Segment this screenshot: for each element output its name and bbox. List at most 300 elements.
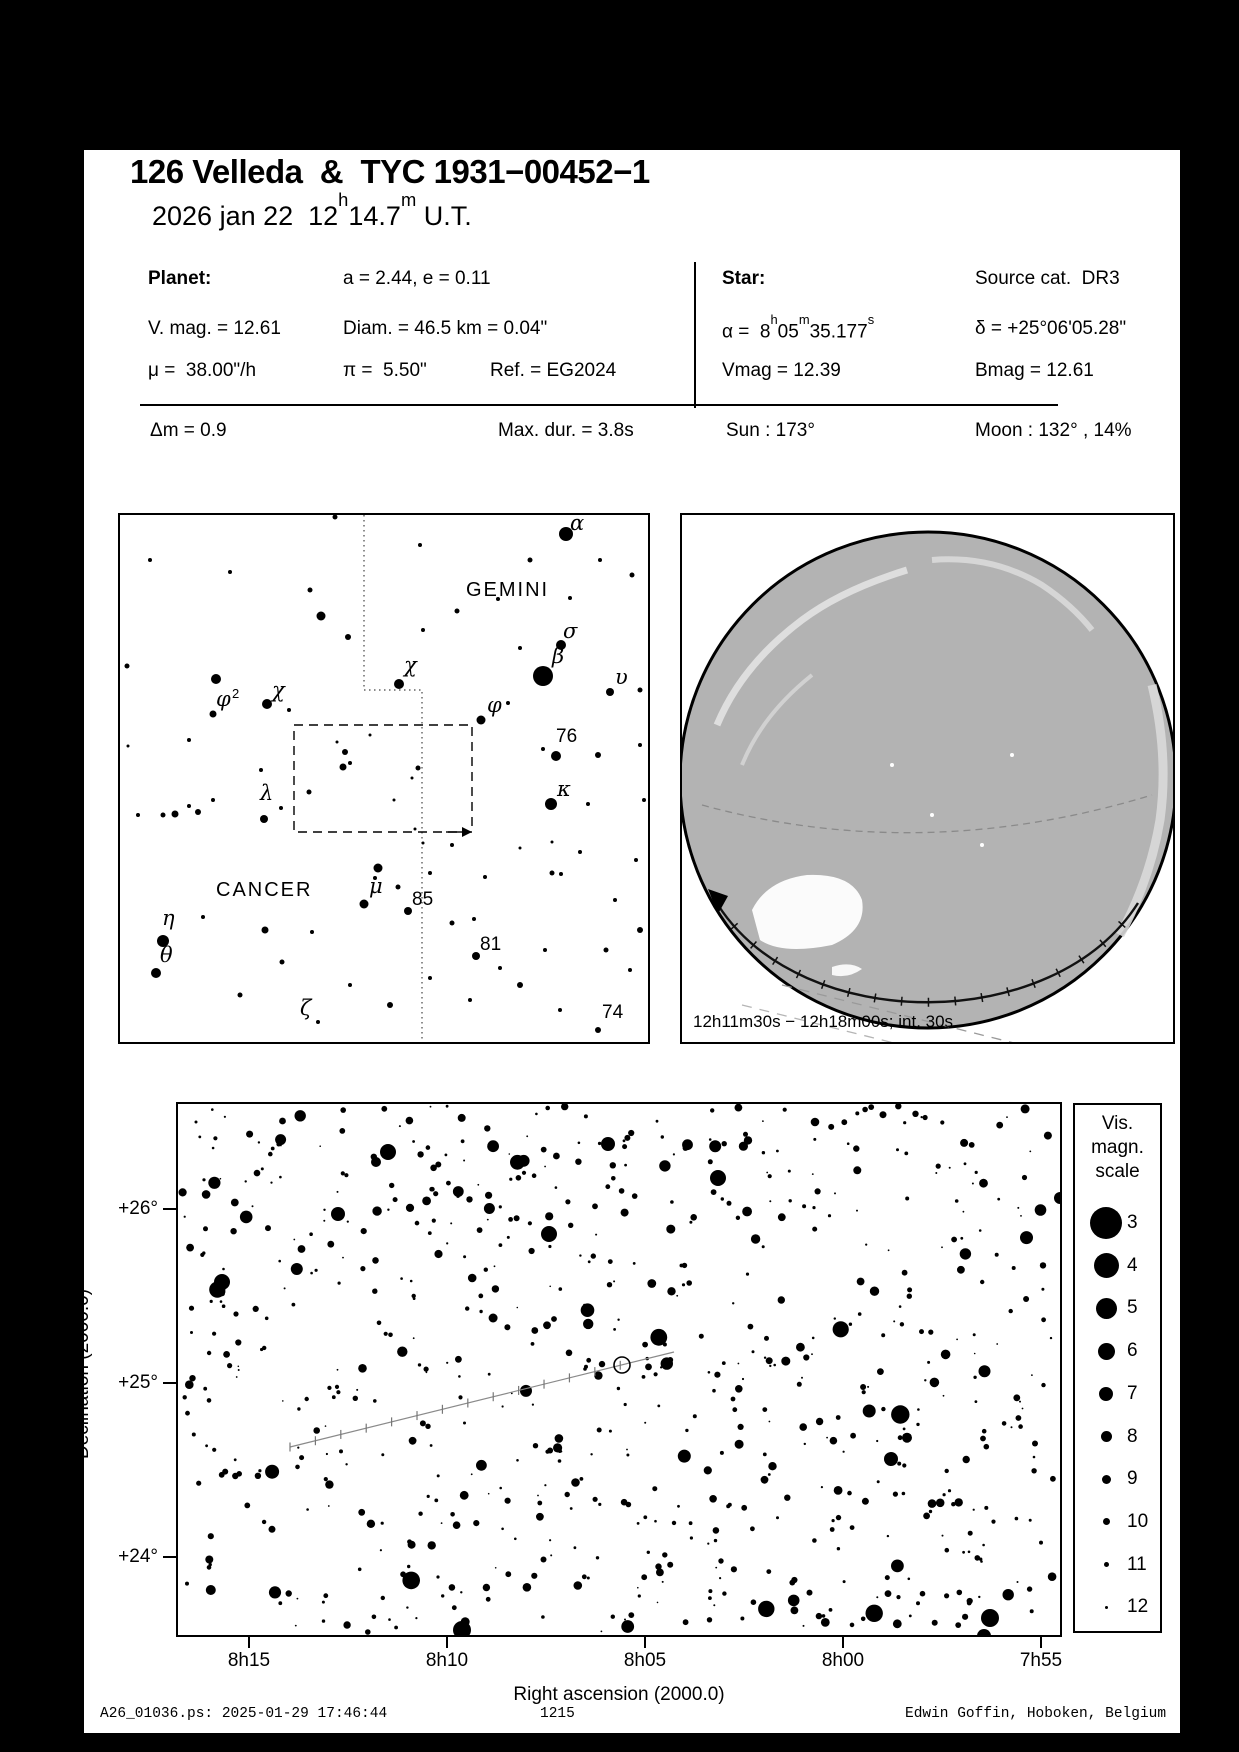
field-star [269, 1586, 281, 1598]
field-star [613, 1280, 615, 1282]
star-dot [498, 966, 502, 970]
field-star [441, 1594, 444, 1597]
globe-path-tick [955, 997, 956, 1006]
field-star [455, 1356, 462, 1363]
field-star [192, 1433, 196, 1437]
field-star [763, 1453, 767, 1457]
field-star [531, 1342, 535, 1346]
legend-mag-value: 5 [1127, 1297, 1138, 1319]
field-star [1022, 1175, 1027, 1180]
field-star [507, 1236, 510, 1239]
field-star [923, 1513, 930, 1520]
field-star [856, 1210, 858, 1212]
field-star [902, 1270, 908, 1276]
x-tick-mark [248, 1637, 250, 1648]
field-star [633, 1262, 636, 1265]
field-star [220, 1178, 222, 1180]
star-dot [345, 634, 351, 640]
field-star [358, 1364, 367, 1373]
field-star [796, 1343, 805, 1352]
field-star [740, 1617, 744, 1621]
field-star [803, 1625, 805, 1627]
star-dot [260, 815, 268, 823]
field-star [429, 1187, 434, 1192]
field-star [718, 1558, 723, 1563]
field-star [1048, 1572, 1057, 1581]
field-star [905, 1197, 909, 1201]
field-star [505, 1498, 511, 1504]
field-star [963, 1456, 970, 1463]
field-star [565, 1199, 570, 1204]
field-star [709, 1138, 712, 1141]
field-star [784, 1495, 790, 1501]
field-star [516, 1175, 522, 1181]
field-star [713, 1527, 720, 1534]
star-bmag: Bmag = 12.61 [975, 360, 1094, 381]
field-star [924, 1379, 926, 1381]
field-star [260, 1348, 263, 1351]
star-dot [550, 871, 555, 876]
star-label: λ [260, 781, 274, 805]
field-star [973, 1333, 976, 1336]
field-star [238, 1369, 240, 1371]
field-star [1029, 1519, 1032, 1522]
field-star [189, 1306, 194, 1311]
field-star [834, 1192, 836, 1194]
field-star [275, 1134, 286, 1145]
field-star [494, 1265, 496, 1267]
field-star [426, 1145, 431, 1150]
field-star-bright [331, 1207, 345, 1221]
field-star [582, 1574, 587, 1579]
field-star [358, 1509, 365, 1516]
field-star [828, 1124, 834, 1130]
field-star [891, 1560, 904, 1573]
field-star [292, 1303, 296, 1307]
field-star [484, 1125, 490, 1131]
field-star [252, 1205, 254, 1207]
field-star [964, 1162, 967, 1165]
field-star [957, 1266, 965, 1274]
field-star [927, 1361, 930, 1364]
field-star [891, 1405, 909, 1423]
planet-vmag: V. mag. = 12.61 [148, 318, 281, 339]
mag-drop: Δm = 0.9 [150, 420, 227, 441]
field-star [609, 1430, 612, 1433]
field-star [699, 1334, 704, 1339]
field-star [1022, 1408, 1024, 1410]
footer-author: Edwin Goffin, Hoboken, Belgium [905, 1706, 1167, 1722]
field-star [957, 1590, 963, 1596]
field-star [955, 1199, 959, 1203]
field-star [936, 1499, 945, 1508]
field-star [541, 1557, 547, 1563]
field-star [235, 1339, 241, 1345]
field-star [578, 1142, 581, 1145]
field-star [778, 1213, 786, 1221]
field-star [571, 1478, 580, 1487]
orbit-elements: a = 2.44, e = 0.11 [343, 268, 491, 289]
star-dot [634, 858, 638, 862]
star-dot [238, 993, 243, 998]
field-star [834, 1486, 843, 1495]
field-star [768, 1174, 772, 1178]
field-star [887, 1535, 889, 1537]
field-star [293, 1239, 295, 1241]
field-star [967, 1598, 973, 1604]
field-star [425, 1424, 430, 1429]
field-star [732, 1302, 734, 1304]
field-star [568, 1223, 573, 1228]
field-star [628, 1612, 634, 1618]
field-star [712, 1389, 716, 1393]
field-star [196, 1481, 201, 1486]
field-star [384, 1332, 388, 1336]
field-star [641, 1574, 647, 1580]
field-star [361, 1228, 367, 1234]
field-star [269, 1526, 276, 1533]
star-dot [127, 745, 130, 748]
field-star [466, 1196, 472, 1202]
field-star [555, 1186, 558, 1189]
field-star [896, 1595, 900, 1599]
field-star [460, 1491, 469, 1500]
field-star [1041, 1317, 1046, 1322]
field-star [488, 1373, 491, 1376]
field-star [945, 1548, 950, 1553]
field-star [661, 1135, 664, 1138]
field-star [900, 1322, 904, 1326]
field-star [337, 1191, 339, 1193]
legend-mag-dot [1103, 1518, 1110, 1525]
field-outline-rect [294, 725, 472, 832]
field-star [324, 1477, 328, 1481]
star-dot [477, 716, 486, 725]
star-dot [262, 927, 269, 934]
field-star [837, 1547, 840, 1550]
field-star [410, 1280, 413, 1283]
field-star [372, 1615, 377, 1620]
field-star [707, 1543, 709, 1545]
star-label: κ [557, 777, 571, 801]
field-star [545, 1212, 553, 1220]
field-star [766, 1172, 768, 1174]
x-tick-mark [842, 1637, 844, 1648]
field-star [735, 1440, 744, 1449]
field-star [583, 1319, 593, 1329]
field-star [223, 1351, 230, 1358]
field-star [632, 1193, 638, 1199]
field-star [1013, 1394, 1020, 1401]
field-star [202, 1178, 205, 1181]
field-star [434, 1499, 438, 1503]
field-star [870, 1287, 879, 1296]
field-star [726, 1504, 730, 1508]
star-dot [195, 809, 201, 815]
field-star [522, 1171, 526, 1175]
field-star [960, 1237, 963, 1240]
field-star [198, 1136, 201, 1139]
field-star [590, 1453, 592, 1455]
field-star [487, 1219, 489, 1221]
field-star [550, 1554, 552, 1556]
field-star [623, 1139, 626, 1142]
field-star [836, 1415, 841, 1420]
field-star [322, 1619, 325, 1622]
y-tick-mark [163, 1208, 176, 1210]
field-star [446, 1181, 451, 1186]
field-star [738, 1424, 744, 1430]
field-star [593, 1497, 598, 1502]
field-star [406, 1117, 414, 1125]
field-star [535, 1113, 538, 1116]
field-star [799, 1423, 807, 1431]
field-star [505, 1571, 511, 1577]
star-dot [307, 790, 312, 795]
x-tick-mark [446, 1637, 448, 1648]
field-star [907, 1294, 912, 1299]
field-star [205, 1444, 208, 1447]
field-star [323, 1593, 328, 1598]
field-star [595, 1234, 597, 1236]
field-star [190, 1331, 193, 1334]
star-dot [543, 948, 547, 952]
field-star [549, 1286, 551, 1288]
field-star [356, 1389, 358, 1391]
legend-mag-value: 10 [1127, 1510, 1149, 1532]
field-star [418, 1512, 422, 1516]
field-star [710, 1108, 714, 1112]
field-star [332, 1395, 336, 1399]
field-star [752, 1350, 755, 1353]
x-tick-label: 8h00 [821, 1650, 865, 1671]
star-dot [228, 570, 232, 574]
field-star-bright [977, 1629, 991, 1635]
field-star [731, 1397, 736, 1402]
ra-h-sup: h [770, 311, 778, 327]
star-label: α [570, 515, 585, 535]
field-star [484, 1203, 495, 1214]
field-star [478, 1294, 483, 1299]
field-star [397, 1347, 407, 1357]
y-tick-label: +24° [118, 1546, 158, 1567]
field-star [1044, 1132, 1052, 1140]
field-star [509, 1178, 512, 1181]
star-dot [348, 761, 352, 765]
field-star [850, 1525, 855, 1530]
field-star [862, 1498, 869, 1505]
star-dot [450, 843, 454, 847]
field-star [654, 1372, 658, 1376]
field-star [325, 1480, 333, 1488]
field-star [748, 1324, 754, 1330]
field-star [709, 1495, 717, 1503]
field-star [715, 1567, 717, 1569]
field-star [450, 1222, 452, 1224]
x-axis-label: Right ascension (2000.0) [513, 1684, 725, 1705]
field-star [979, 1229, 982, 1232]
field-star [713, 1604, 715, 1606]
y-axis-label: Declination (2000.0) [72, 1288, 93, 1460]
field-star [903, 1428, 906, 1431]
field-star [517, 1307, 519, 1309]
field-star [450, 1512, 455, 1517]
magnitude-legend-box [1073, 1103, 1162, 1633]
field-star [1018, 1424, 1023, 1429]
field-star [476, 1460, 487, 1471]
field-star [284, 1287, 286, 1289]
field-star [955, 1622, 961, 1628]
star-dot [393, 799, 396, 802]
star-dot [638, 743, 642, 747]
field-star [487, 1140, 499, 1152]
field-star [574, 1546, 577, 1549]
field-star [208, 1177, 220, 1189]
field-star [863, 1405, 876, 1418]
field-star [544, 1166, 546, 1168]
field-star [758, 1601, 774, 1617]
field-star [828, 1214, 831, 1217]
field-star [297, 1598, 299, 1600]
field-star [862, 1390, 866, 1394]
y-tick-label: +25° [118, 1372, 158, 1393]
star-dot [280, 960, 285, 965]
field-star [991, 1520, 995, 1524]
star-dot [211, 674, 221, 684]
star-dot [450, 921, 455, 926]
field-star [502, 1405, 504, 1407]
field-star [766, 1569, 771, 1574]
field-star [231, 1199, 239, 1207]
field-star [637, 1522, 640, 1525]
legend-mag-dot [1102, 1475, 1111, 1484]
field-star [751, 1234, 760, 1243]
star-dot [414, 828, 417, 831]
field-star [619, 1188, 625, 1194]
field-star [812, 1337, 815, 1340]
field-star [295, 1625, 297, 1627]
field-star [544, 1484, 546, 1486]
field-star [622, 1144, 627, 1149]
field-star [581, 1303, 595, 1317]
field-star [531, 1327, 538, 1334]
field-star [830, 1437, 838, 1445]
field-star [935, 1172, 937, 1174]
field-star [205, 1556, 213, 1564]
star-section-label: Star: [722, 268, 766, 289]
field-star [212, 1448, 216, 1452]
field-star [230, 1228, 236, 1234]
field-star [388, 1618, 391, 1621]
field-star [896, 1148, 899, 1151]
field-star [803, 1354, 809, 1360]
field-star [978, 1596, 980, 1598]
field-star [591, 1253, 596, 1258]
field-star [265, 1225, 271, 1231]
field-star [597, 1428, 602, 1433]
field-star [940, 1120, 944, 1124]
field-star [280, 1145, 282, 1147]
field-star [372, 1257, 379, 1264]
field-star [979, 1365, 991, 1377]
field-star [514, 1215, 520, 1221]
star-dot [638, 688, 643, 693]
star-label: μ [369, 874, 383, 898]
field-star [270, 1182, 272, 1184]
field-star [477, 1184, 479, 1186]
field-star [945, 1469, 949, 1473]
field-star [407, 1539, 412, 1544]
field-star [611, 1176, 616, 1181]
field-star [224, 1116, 226, 1118]
star-dot [416, 766, 421, 771]
star-dot [421, 628, 425, 632]
field-star [492, 1285, 499, 1292]
info-divider-horizontal [140, 404, 1058, 406]
field-star [936, 1164, 941, 1169]
max-duration: Max. dur. = 3.8s [498, 420, 634, 441]
field-star [850, 1623, 855, 1628]
field-star [319, 1145, 321, 1147]
field-star [501, 1528, 504, 1531]
star-dot [558, 1008, 562, 1012]
field-star [409, 1437, 417, 1445]
field-star [336, 1390, 340, 1394]
field-star [670, 1200, 674, 1204]
field-star [816, 1613, 822, 1619]
star-dot [387, 1002, 393, 1008]
star-dot [136, 813, 140, 817]
field-star [458, 1114, 466, 1122]
field-star [850, 1433, 856, 1439]
reference: Ref. = EG2024 [490, 360, 617, 381]
field-star [847, 1142, 850, 1145]
field-star [916, 1601, 920, 1605]
field-star [948, 1489, 951, 1492]
ut-text: U.T. [416, 201, 472, 231]
y-tick-mark [163, 1556, 176, 1558]
field-star [709, 1140, 721, 1152]
field-star [921, 1116, 923, 1118]
field-star [657, 1602, 659, 1604]
field-star [388, 1333, 393, 1338]
field-star [1027, 1586, 1032, 1591]
field-star [339, 1449, 343, 1453]
field-star [246, 1131, 253, 1138]
island-dot [890, 763, 894, 767]
field-star [928, 1499, 937, 1508]
field-star [441, 1522, 443, 1524]
field-star [866, 1605, 883, 1622]
field-star [406, 1204, 414, 1212]
event-datetime [152, 188, 472, 232]
field-star [652, 1486, 657, 1491]
field-star [624, 1403, 627, 1406]
field-star [802, 1204, 806, 1208]
star-dot [172, 811, 179, 818]
field-star [769, 1365, 771, 1367]
field-star [430, 1165, 437, 1172]
field-star [788, 1170, 791, 1173]
motion-arrow [462, 827, 472, 837]
field-star [980, 1280, 984, 1284]
field-star [659, 1160, 670, 1171]
star-label: σ [563, 619, 578, 643]
field-star [811, 1353, 813, 1355]
field-star [979, 1179, 988, 1188]
star-dot [518, 646, 522, 650]
star-field-box [176, 1102, 1062, 1637]
